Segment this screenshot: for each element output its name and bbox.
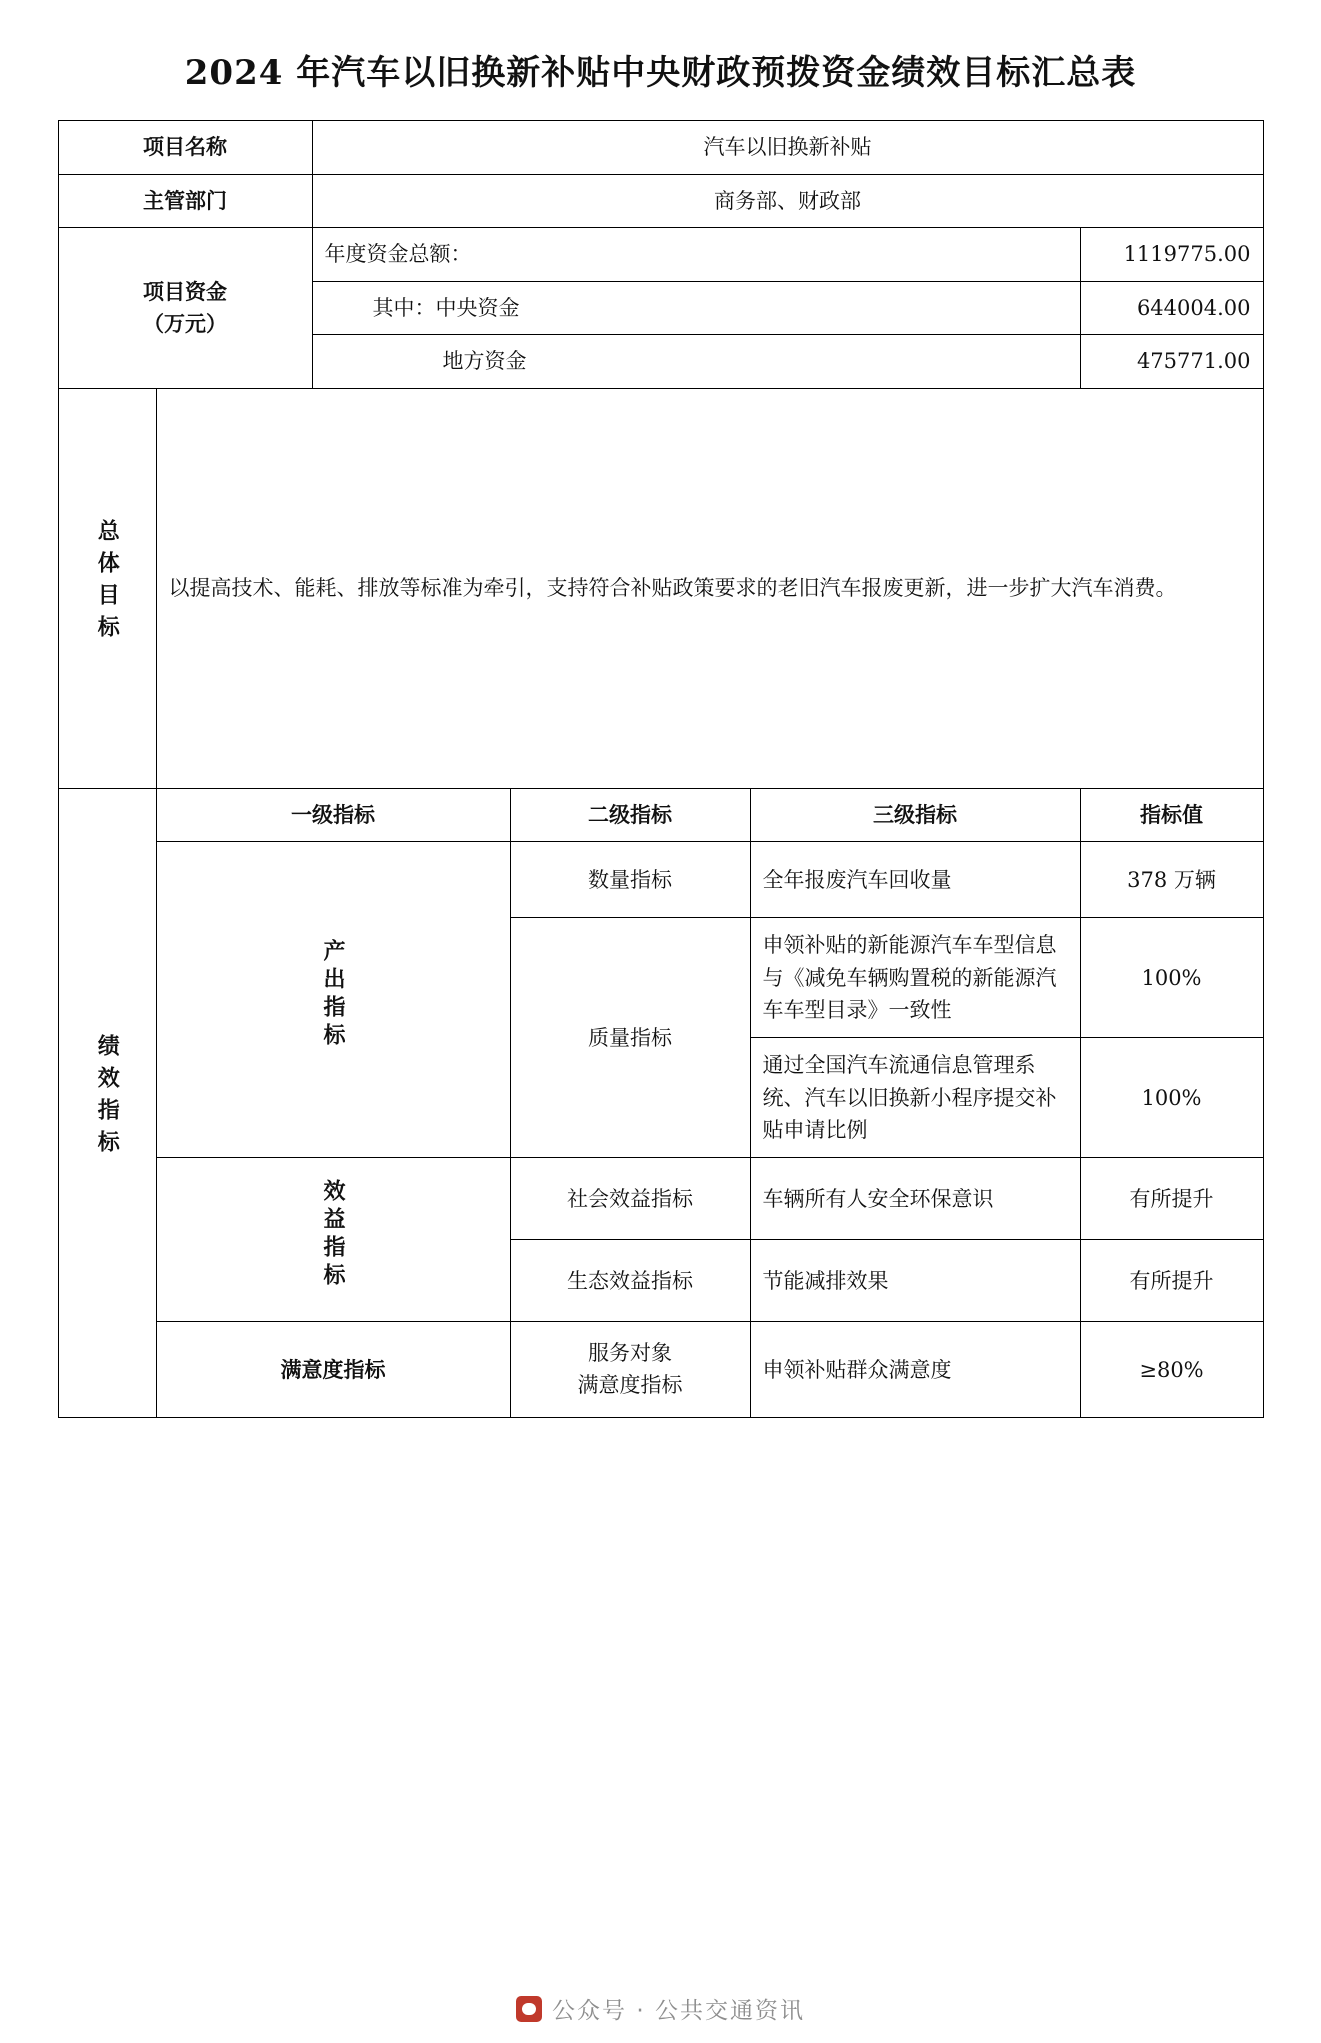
fund-name-local: 地方资金: [312, 335, 1080, 389]
fund-value-total: 1119775.00: [1080, 228, 1263, 282]
overall-goal-label: 总体目标: [58, 388, 156, 788]
overall-goal-text: 以提高技术、能耗、排放等标准为牵引，支持符合补贴政策要求的老旧汽车报废更新，进一步扩大汽车消费。: [156, 388, 1263, 788]
level3-recycle-volume: 全年报废汽车回收量: [750, 842, 1080, 918]
performance-indicator-label: 绩效指标: [58, 788, 156, 1418]
watermark-text: 公众号 · 公共交通资讯: [552, 1998, 805, 2024]
project-name-label: 项目名称: [58, 121, 312, 175]
table-row-indicator-header: [58, 788, 1263, 842]
level3-nev-catalog-consistency: 申领补贴的新能源汽车车型信息与《减免车辆购置税的新能源汽车车型目录》一致性: [750, 918, 1080, 1038]
level3-online-application-ratio: 通过全国汽车流通信息管理系统、汽车以旧换新小程序提交补贴申请比例: [750, 1038, 1080, 1158]
level2-quality: 质量指标: [510, 918, 750, 1158]
value-public-satisfaction: ≥80%: [1080, 1322, 1263, 1418]
fund-value-central: 644004.00: [1080, 281, 1263, 335]
level2-service-satisfaction: 服务对象 满意度指标: [510, 1322, 750, 1418]
level1-satisfaction: 满意度指标: [156, 1322, 510, 1418]
level3-public-satisfaction: 申领补贴群众满意度: [750, 1322, 1080, 1418]
table-row-fund-total: [58, 228, 1263, 282]
project-name-value: 汽车以旧换新补贴: [312, 121, 1263, 175]
level3-safety-env-awareness: 车辆所有人安全环保意识: [750, 1158, 1080, 1240]
wechat-icon: [516, 1996, 542, 2022]
table-row-department: [58, 174, 1263, 228]
header-value: 指标值: [1080, 788, 1263, 842]
level1-benefit: 效益指标: [156, 1158, 510, 1322]
value-safety-env-awareness: 有所提升: [1080, 1158, 1263, 1240]
value-recycle-volume: 378 万辆: [1080, 842, 1263, 918]
value-nev-catalog-consistency: 100%: [1080, 918, 1263, 1038]
header-level3: 三级指标: [750, 788, 1080, 842]
fund-name-central: 其中：中央资金: [312, 281, 1080, 335]
table-row-project-name: [58, 121, 1263, 175]
table-row-overall-goal: [58, 388, 1263, 788]
fund-value-local: 475771.00: [1080, 335, 1263, 389]
fund-name-total: 年度资金总额：: [312, 228, 1080, 282]
table-row-output-quantity: [58, 842, 1263, 918]
level2-ecological-benefit: 生态效益指标: [510, 1240, 750, 1322]
department-value: 商务部、财政部: [312, 174, 1263, 228]
header-level2: 二级指标: [510, 788, 750, 842]
table-row-satisfaction: [58, 1322, 1263, 1418]
project-funds-label: 项目资金 （万元）: [58, 228, 312, 389]
watermark: [0, 1992, 1321, 2025]
header-level1: 一级指标: [156, 788, 510, 842]
page-title: 2024 年汽车以旧换新补贴中央财政预拨资金绩效目标汇总表: [184, 53, 1137, 93]
value-online-application-ratio: 100%: [1080, 1038, 1263, 1158]
level3-energy-emission-effect: 节能减排效果: [750, 1240, 1080, 1322]
level2-quantity: 数量指标: [510, 842, 750, 918]
value-energy-emission-effect: 有所提升: [1080, 1240, 1263, 1322]
department-label: 主管部门: [58, 174, 312, 228]
level1-output: 产出指标: [156, 842, 510, 1158]
performance-goal-table: [58, 120, 1264, 1418]
document-page: [0, 45, 1321, 2043]
level2-social-benefit: 社会效益指标: [510, 1158, 750, 1240]
table-row-benefit-social: [58, 1158, 1263, 1240]
